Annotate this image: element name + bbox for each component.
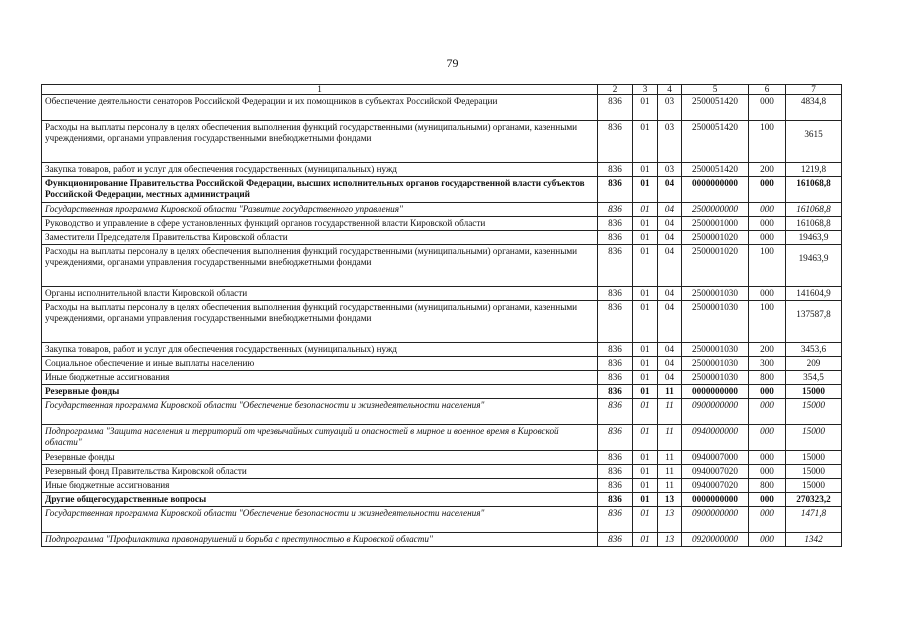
amount-cell: 4834,8	[786, 95, 842, 121]
table-row	[42, 95, 842, 121]
row-name-cell: Подпрограмма "Профилактика правонарушений и борьба с преступностью в Кировской области"	[42, 533, 598, 547]
target-article-cell: 0000000000	[682, 177, 749, 203]
expense-type-cell: 100	[749, 301, 786, 343]
section-code-cell: 01	[633, 217, 658, 231]
row-name-cell: Расходы на выплаты персоналу в целях обеспечения выполнения функций государственными (муниципальными) органами, казенными учреждениями, органами управления государственными внебюджетными фондами	[42, 245, 598, 287]
department-code-cell: 836	[598, 343, 633, 357]
target-article-cell: 0900000000	[682, 399, 749, 425]
section-code-cell: 01	[633, 231, 658, 245]
department-code-cell: 836	[598, 177, 633, 203]
subsection-code-cell: 04	[658, 177, 682, 203]
department-code-cell: 836	[598, 371, 633, 385]
table-row	[42, 533, 842, 547]
table-row	[42, 357, 842, 371]
department-code-cell: 836	[598, 217, 633, 231]
subsection-code-cell: 04	[658, 357, 682, 371]
row-name-cell: Заместители Председателя Правительства Кировской области	[42, 231, 598, 245]
subsection-code-cell: 04	[658, 301, 682, 343]
target-article-cell: 2500051420	[682, 121, 749, 163]
expense-type-cell: 200	[749, 343, 786, 357]
row-name-cell: Резервный фонд Правительства Кировской области	[42, 465, 598, 479]
amount-cell: 3615	[786, 121, 842, 163]
target-article-cell: 0940007000	[682, 451, 749, 465]
amount-cell: 15000	[786, 479, 842, 493]
table-row	[42, 163, 842, 177]
subsection-code-cell: 13	[658, 533, 682, 547]
subsection-code-cell: 11	[658, 465, 682, 479]
row-name-cell: Другие общегосударственные вопросы	[42, 493, 598, 507]
table-row	[42, 465, 842, 479]
column-header: 1	[42, 85, 598, 95]
target-article-cell: 0900000000	[682, 507, 749, 533]
expense-type-cell: 000	[749, 217, 786, 231]
section-code-cell: 01	[633, 507, 658, 533]
department-code-cell: 836	[598, 287, 633, 301]
expense-type-cell: 000	[749, 95, 786, 121]
department-code-cell: 836	[598, 507, 633, 533]
amount-cell: 141604,9	[786, 287, 842, 301]
row-name-cell: Функционирование Правительства Российской Федерации, высших исполнительных органов государственной власти субъектов Российской Федерации, местных администраций	[42, 177, 598, 203]
column-header: 5	[682, 85, 749, 95]
target-article-cell: 2500001030	[682, 287, 749, 301]
subsection-code-cell: 13	[658, 493, 682, 507]
table-row	[42, 507, 842, 533]
expense-type-cell: 000	[749, 203, 786, 217]
target-article-cell: 0940007020	[682, 465, 749, 479]
amount-cell: 15000	[786, 425, 842, 451]
row-name-cell: Государственная программа Кировской области "Развитие государственного управления"	[42, 203, 598, 217]
section-code-cell: 01	[633, 479, 658, 493]
section-code-cell: 01	[633, 287, 658, 301]
subsection-code-cell: 04	[658, 203, 682, 217]
expense-type-cell: 000	[749, 177, 786, 203]
amount-cell: 15000	[786, 465, 842, 479]
amount-cell: 270323,2	[786, 493, 842, 507]
subsection-code-cell: 03	[658, 163, 682, 177]
table-row	[42, 245, 842, 287]
row-name-cell: Обеспечение деятельности сенаторов Российской Федерации и их помощников в субъектах Российской Федерации	[42, 95, 598, 121]
amount-cell: 19463,9	[786, 245, 842, 287]
amount-cell: 161068,8	[786, 203, 842, 217]
subsection-code-cell: 13	[658, 507, 682, 533]
amount-cell: 161068,8	[786, 217, 842, 231]
expense-type-cell: 200	[749, 163, 786, 177]
page-number: 79	[446, 56, 459, 70]
table-row	[42, 479, 842, 493]
department-code-cell: 836	[598, 121, 633, 163]
section-code-cell: 01	[633, 245, 658, 287]
section-code-cell: 01	[633, 177, 658, 203]
section-code-cell: 01	[633, 95, 658, 121]
department-code-cell: 836	[598, 465, 633, 479]
department-code-cell: 836	[598, 231, 633, 245]
target-article-cell: 0000000000	[682, 493, 749, 507]
subsection-code-cell: 03	[658, 121, 682, 163]
target-article-cell: 0920000000	[682, 533, 749, 547]
department-code-cell: 836	[598, 301, 633, 343]
section-code-cell: 01	[633, 465, 658, 479]
amount-cell: 19463,9	[786, 231, 842, 245]
target-article-cell: 2500001000	[682, 217, 749, 231]
department-code-cell: 836	[598, 399, 633, 425]
amount-cell: 1342	[786, 533, 842, 547]
column-header: 4	[658, 85, 682, 95]
section-code-cell: 01	[633, 533, 658, 547]
section-code-cell: 01	[633, 425, 658, 451]
amount-cell: 1471,8	[786, 507, 842, 533]
section-code-cell: 01	[633, 121, 658, 163]
column-header: 3	[633, 85, 658, 95]
section-code-cell: 01	[633, 203, 658, 217]
target-article-cell: 2500001030	[682, 371, 749, 385]
expense-type-cell: 800	[749, 479, 786, 493]
expense-type-cell: 000	[749, 425, 786, 451]
row-name-cell: Органы исполнительной власти Кировской области	[42, 287, 598, 301]
department-code-cell: 836	[598, 95, 633, 121]
expense-type-cell: 000	[749, 465, 786, 479]
target-article-cell: 2500000000	[682, 203, 749, 217]
subsection-code-cell: 04	[658, 231, 682, 245]
target-article-cell: 2500001030	[682, 357, 749, 371]
department-code-cell: 836	[598, 533, 633, 547]
table-body	[42, 95, 842, 547]
target-article-cell: 0940000000	[682, 425, 749, 451]
table-row	[42, 385, 842, 399]
expense-type-cell: 000	[749, 507, 786, 533]
department-code-cell: 836	[598, 493, 633, 507]
table-row	[42, 399, 842, 425]
subsection-code-cell: 11	[658, 451, 682, 465]
department-code-cell: 836	[598, 385, 633, 399]
row-name-cell: Иные бюджетные ассигнования	[42, 479, 598, 493]
table-row	[42, 371, 842, 385]
column-header: 2	[598, 85, 633, 95]
expense-type-cell: 000	[749, 287, 786, 301]
department-code-cell: 836	[598, 479, 633, 493]
row-name-cell: Иные бюджетные ассигнования	[42, 371, 598, 385]
subsection-code-cell: 04	[658, 245, 682, 287]
row-name-cell: Резервные фонды	[42, 385, 598, 399]
expense-type-cell: 000	[749, 533, 786, 547]
subsection-code-cell: 11	[658, 385, 682, 399]
expense-type-cell: 000	[749, 385, 786, 399]
section-code-cell: 01	[633, 357, 658, 371]
section-code-cell: 01	[633, 343, 658, 357]
expense-type-cell: 000	[749, 493, 786, 507]
expense-type-cell: 300	[749, 357, 786, 371]
department-code-cell: 836	[598, 203, 633, 217]
section-code-cell: 01	[633, 399, 658, 425]
subsection-code-cell: 04	[658, 371, 682, 385]
amount-cell: 1219,8	[786, 163, 842, 177]
table-row	[42, 287, 842, 301]
amount-cell: 161068,8	[786, 177, 842, 203]
subsection-code-cell: 04	[658, 287, 682, 301]
table-row	[42, 203, 842, 217]
subsection-code-cell: 03	[658, 95, 682, 121]
header-row	[42, 85, 842, 95]
amount-cell: 15000	[786, 451, 842, 465]
amount-cell: 15000	[786, 385, 842, 399]
expense-type-cell: 000	[749, 451, 786, 465]
section-code-cell: 01	[633, 385, 658, 399]
row-name-cell: Социальное обеспечение и иные выплаты населению	[42, 357, 598, 371]
row-name-cell: Государственная программа Кировской области "Обеспечение безопасности и жизнедеятельности населения"	[42, 507, 598, 533]
expense-type-cell: 100	[749, 121, 786, 163]
department-code-cell: 836	[598, 245, 633, 287]
subsection-code-cell: 11	[658, 399, 682, 425]
department-code-cell: 836	[598, 357, 633, 371]
table-row	[42, 493, 842, 507]
amount-cell: 137587,8	[786, 301, 842, 343]
amount-cell: 3453,6	[786, 343, 842, 357]
amount-cell: 209	[786, 357, 842, 371]
table-row	[42, 425, 842, 451]
department-code-cell: 836	[598, 163, 633, 177]
table-row	[42, 121, 842, 163]
section-code-cell: 01	[633, 301, 658, 343]
subsection-code-cell: 11	[658, 425, 682, 451]
table-row	[42, 217, 842, 231]
expense-type-cell: 100	[749, 245, 786, 287]
target-article-cell: 2500051420	[682, 163, 749, 177]
row-name-cell: Закупка товаров, работ и услуг для обеспечения государственных (муниципальных) нужд	[42, 343, 598, 357]
target-article-cell: 2500051420	[682, 95, 749, 121]
table-row	[42, 343, 842, 357]
target-article-cell: 2500001030	[682, 301, 749, 343]
subsection-code-cell: 11	[658, 479, 682, 493]
row-name-cell: Государственная программа Кировской области "Обеспечение безопасности и жизнедеятельности населения"	[42, 399, 598, 425]
budget-table	[41, 84, 842, 547]
target-article-cell: 2500001030	[682, 343, 749, 357]
target-article-cell: 2500001020	[682, 245, 749, 287]
subsection-code-cell: 04	[658, 217, 682, 231]
amount-cell: 15000	[786, 399, 842, 425]
subsection-code-cell: 04	[658, 343, 682, 357]
target-article-cell: 0000000000	[682, 385, 749, 399]
section-code-cell: 01	[633, 451, 658, 465]
column-header: 7	[786, 85, 842, 95]
table-row	[42, 177, 842, 203]
row-name-cell: Руководство и управление в сфере установленных функций органов государственной власти Кировской области	[42, 217, 598, 231]
department-code-cell: 836	[598, 451, 633, 465]
expense-type-cell: 000	[749, 399, 786, 425]
target-article-cell: 0940007020	[682, 479, 749, 493]
section-code-cell: 01	[633, 371, 658, 385]
table-row	[42, 451, 842, 465]
column-header: 6	[749, 85, 786, 95]
amount-cell: 354,5	[786, 371, 842, 385]
row-name-cell: Закупка товаров, работ и услуг для обеспечения государственных (муниципальных) нужд	[42, 163, 598, 177]
row-name-cell: Резервные фонды	[42, 451, 598, 465]
expense-type-cell: 000	[749, 231, 786, 245]
department-code-cell: 836	[598, 425, 633, 451]
row-name-cell: Расходы на выплаты персоналу в целях обеспечения выполнения функций государственными (муниципальными) органами, казенными учреждениями, органами управления государственными внебюджетными фондами	[42, 301, 598, 343]
section-code-cell: 01	[633, 493, 658, 507]
table-row	[42, 301, 842, 343]
row-name-cell: Подпрограмма "Защита населения и территорий от чрезвычайных ситуаций и опасностей в мирное и военное время в Кировской области"	[42, 425, 598, 451]
row-name-cell: Расходы на выплаты персоналу в целях обеспечения выполнения функций государственными (муниципальными) органами, казенными учреждениями, органами управления государственными внебюджетными фондами	[42, 121, 598, 163]
table-row	[42, 231, 842, 245]
expense-type-cell: 800	[749, 371, 786, 385]
target-article-cell: 2500001020	[682, 231, 749, 245]
section-code-cell: 01	[633, 163, 658, 177]
